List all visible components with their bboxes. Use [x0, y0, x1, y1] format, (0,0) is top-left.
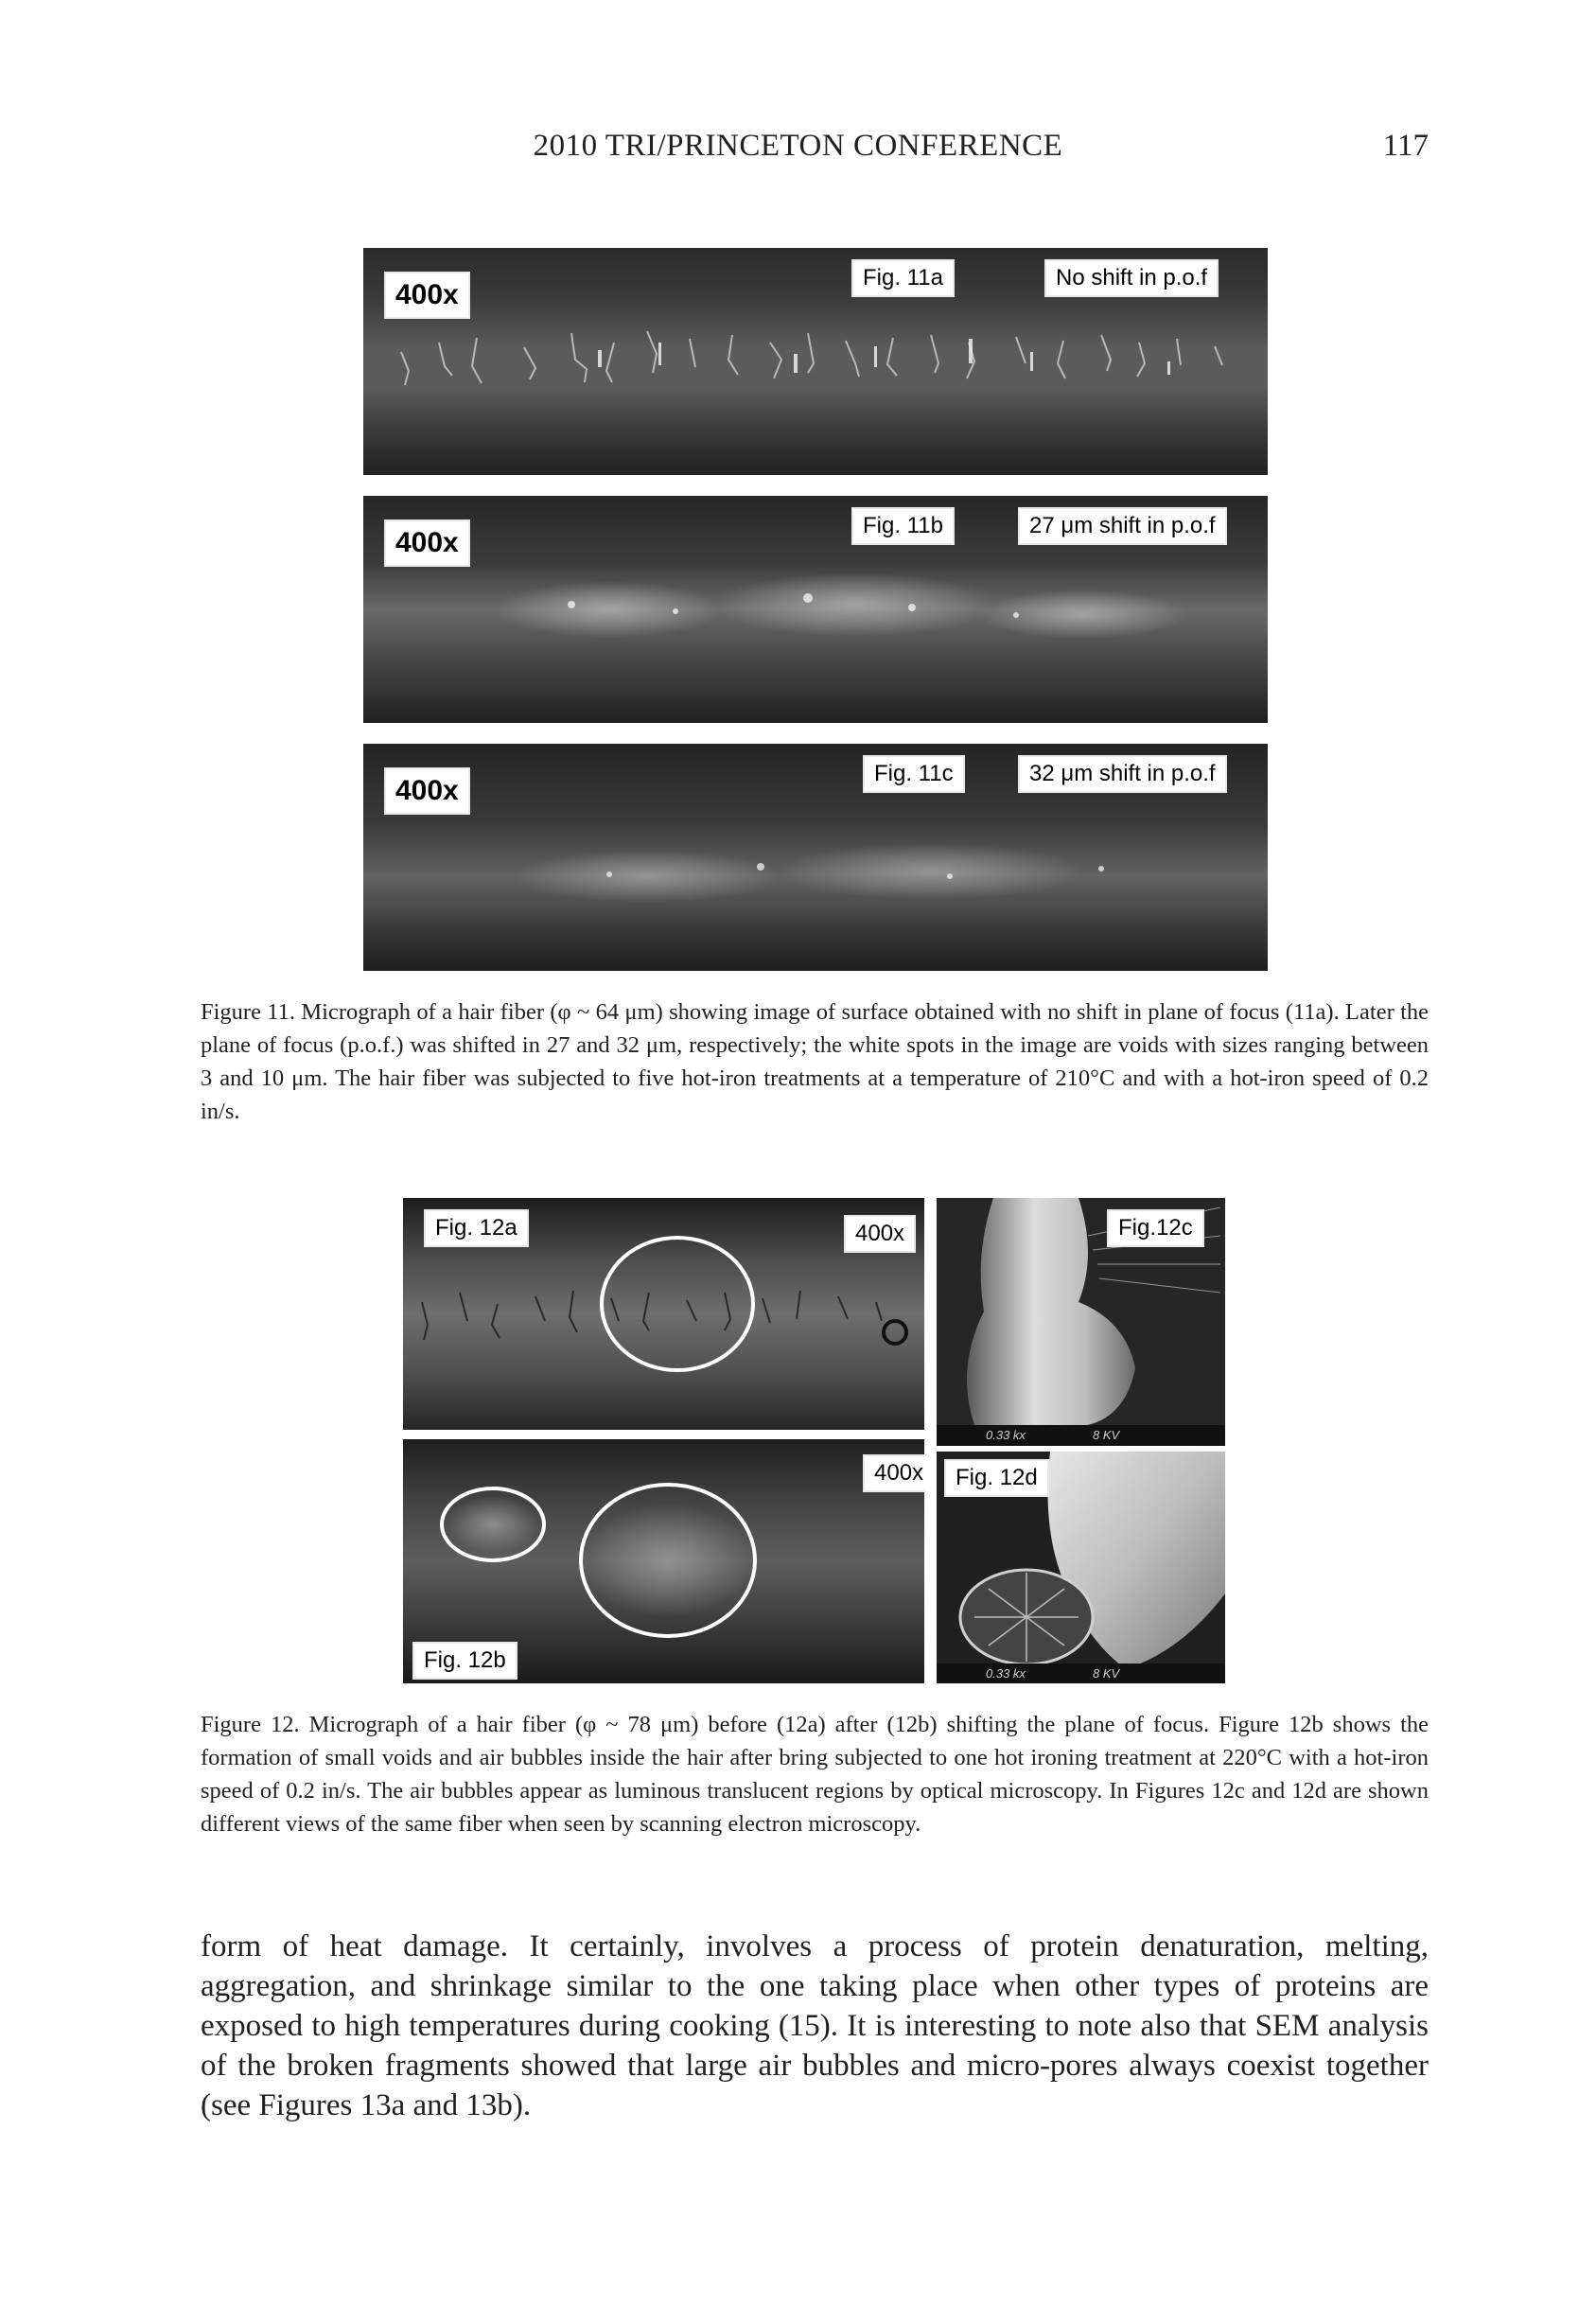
figure-11-caption: [201, 995, 1429, 1128]
figure-tag-11c: Fig. 11c: [863, 755, 965, 793]
running-header: 2010 TRI/PRINCETON CONFERENCE: [533, 129, 1063, 163]
figure-12a-micrograph: [403, 1198, 924, 1430]
sem-scale-label: 0.33 kx: [986, 1428, 1026, 1442]
figure-12c-sem: [937, 1198, 1225, 1446]
body-paragraph: form of heat damage. It certainly, involves a process of protein denaturation, melting, aggregation, and shrinkage similar to the one taking place when other types of proteins are exposed to high temperatures during cooking (15). It is interesting to note also that SEM analysis of the broken fragments showed that large air bubbles and micro-pores always coexist together (see Figures 13a and 13b).: [201, 1929, 1429, 2122]
figure-11a-micrograph: [363, 248, 1268, 475]
page-number: 117: [1382, 129, 1429, 163]
figure-tag-12a: Fig. 12a: [424, 1209, 529, 1247]
magnification-label: 400x: [384, 519, 470, 567]
figure-11c-micrograph: [363, 744, 1268, 971]
figure-12-caption: [201, 1708, 1429, 1840]
caption-text: Micrograph of a hair fiber (φ ~ 78 μm) before (12a) after (12b) shifting the plane of focus. Figure 12b shows the formation of small voids and air bubbles inside the hair after bring subjected to one hot ironing treatment at 220°C with a hot-iron speed of 0.2 in/s. The air bubbles appear as luminous translucent regions by optical microscopy. In Figures 12c and 12d are shown different views of the same fiber when seen by scanning electron microscopy.: [201, 1712, 1429, 1837]
caption-label: Figure 11.: [201, 999, 296, 1025]
sem-voltage-label: 8 KV: [1093, 1428, 1120, 1442]
figure-tag-12c: Fig.12c: [1107, 1209, 1204, 1247]
caption-text: Micrograph of a hair fiber (φ ~ 64 μm) showing image of surface obtained with no shift in plane of focus (11a). Later the plane of focus (p.o.f.) was shifted in 27 and 32 μm, respectively; the white spots in the image are voids with sizes ranging between 3 and 10 μm. The hair fiber was subjected to five hot-iron treatments at a temperature of 210°C and with a hot-iron speed of 0.2 in/s.: [201, 999, 1429, 1124]
figure-tag-11a: Fig. 11a: [851, 259, 955, 297]
focus-shift-label: No shift in p.o.f: [1044, 259, 1219, 297]
magnification-label: 400x: [863, 1454, 924, 1492]
magnification-label: 400x: [384, 767, 470, 815]
sem-voltage-label: 8 KV: [1093, 1666, 1120, 1681]
caption-label: Figure 12.: [201, 1712, 300, 1737]
sem-scale-label: 0.33 kx: [986, 1666, 1026, 1681]
figure-12d-sem: [937, 1452, 1225, 1683]
magnification-label: 400x: [384, 272, 470, 319]
magnification-label: 400x: [844, 1215, 916, 1253]
figure-tag-12d: Fig. 12d: [944, 1459, 1049, 1497]
focus-shift-label: 27 μm shift in p.o.f: [1018, 507, 1227, 545]
figure-11b-micrograph: [363, 496, 1268, 723]
focus-shift-label: 32 μm shift in p.o.f: [1018, 755, 1227, 793]
figure-12b-micrograph: [403, 1439, 924, 1683]
figure-tag-11b: Fig. 11b: [851, 507, 955, 545]
figure-tag-12b: Fig. 12b: [412, 1642, 517, 1680]
